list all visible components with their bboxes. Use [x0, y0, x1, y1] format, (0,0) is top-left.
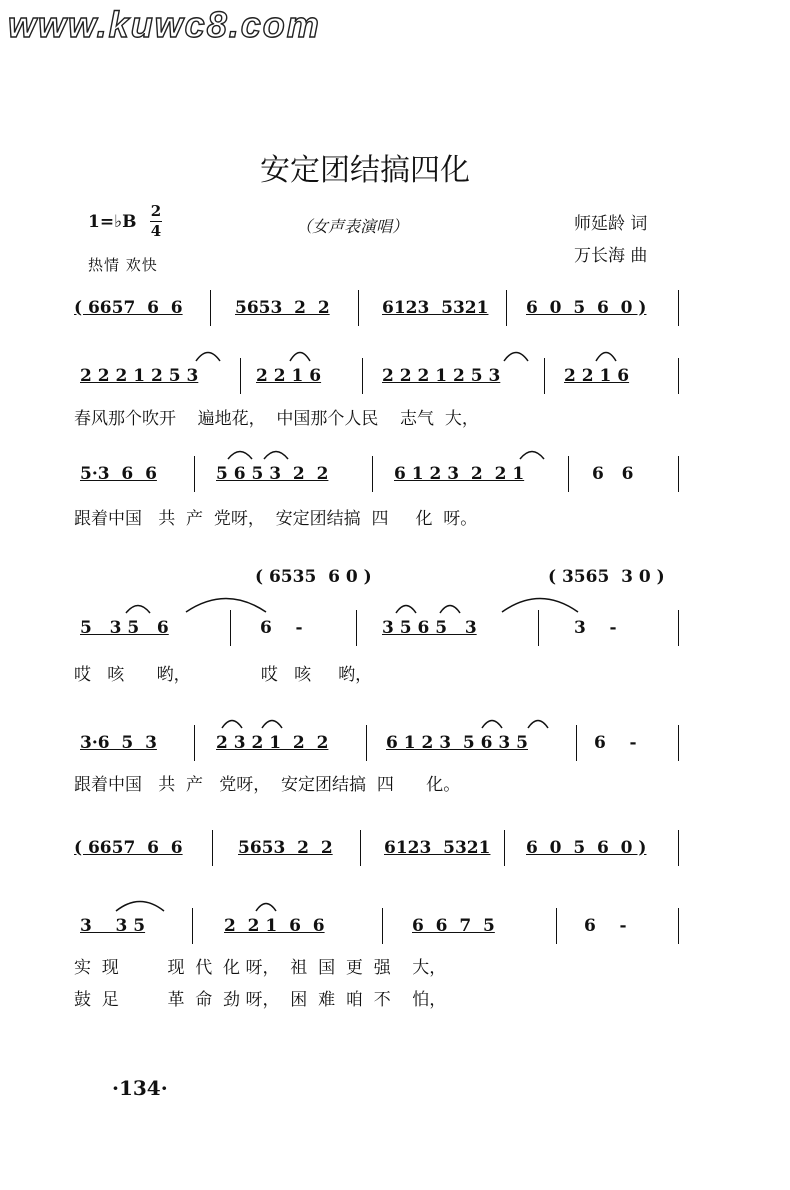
- slur: [440, 606, 460, 614]
- lyrics-line-3: 跟着中国 共 产 党呀， 安定团结搞 四 化 呀。: [74, 509, 478, 529]
- measure: 5 6 5 3 2 2: [216, 464, 329, 484]
- composer-credit: 万长海 曲: [574, 246, 648, 266]
- lyrics-line-7a: 实 现 现 代 化 呀， 祖 国 更 强 大，: [74, 958, 447, 978]
- measure: 2 2 1 6: [256, 366, 322, 386]
- measure: 2 3 2 1 2 2: [216, 733, 329, 753]
- slur: [482, 721, 502, 729]
- slur: [126, 606, 150, 614]
- measure: 3 -: [574, 618, 617, 638]
- slur: [262, 721, 282, 729]
- measure: 5 3 5 6: [80, 618, 169, 638]
- measure: 5653 2 2: [238, 838, 333, 858]
- slur: [396, 606, 416, 614]
- measure: 6 0 5 6 0 ): [526, 298, 647, 318]
- watermark: www.kuwc8.com: [8, 4, 321, 45]
- measure: 6 6 7 5: [412, 916, 495, 936]
- measure: 6123 5321: [384, 838, 491, 858]
- key-signature: 1=♭B: [88, 212, 137, 232]
- slur: [504, 353, 528, 362]
- measure: 2 2 1 6: [564, 366, 630, 386]
- slur: [502, 599, 578, 613]
- slur: [196, 353, 220, 362]
- lyrics-line-7b: 鼓 足 革 命 劲 呀， 困 难 咱 不 怕，: [74, 990, 447, 1010]
- measure: ( 6657 6 6: [74, 298, 183, 318]
- measure: 3·6 5 3: [80, 733, 157, 753]
- measure: 5·3 6 6: [80, 464, 157, 484]
- measure: 5653 2 2: [235, 298, 330, 318]
- slur: [290, 353, 310, 362]
- slur: [596, 353, 616, 362]
- measure: 3 5 6 5 3: [382, 618, 477, 638]
- slur: [520, 452, 544, 460]
- measure: 6 1 2 3 2 2 1: [394, 464, 525, 484]
- song-title: 安定团结搞四化: [260, 153, 470, 188]
- measure: 6 -: [584, 916, 627, 936]
- lyrics-line-2: 春风那个吹开 遍地花， 中国那个人民 志气 大，: [74, 409, 479, 429]
- measure: 6123 5321: [382, 298, 489, 318]
- slur: [116, 902, 164, 912]
- lyrics-line-5: 跟着中国 共 产 党呀， 安定团结搞 四 化。: [74, 775, 461, 795]
- slur: [256, 904, 276, 912]
- slur: [528, 721, 548, 729]
- slur: [186, 599, 266, 613]
- time-top: 2: [150, 202, 162, 220]
- lyricist-credit: 师延龄 词: [574, 214, 648, 234]
- measure: 2 2 2 1 2 5 3: [80, 366, 199, 386]
- tempo-marking: 热情 欢快: [88, 256, 158, 274]
- slur: [222, 721, 242, 729]
- performance-note: （女声表演唱）: [296, 217, 409, 236]
- measure: 3 3 5: [80, 916, 146, 936]
- measure: 6 -: [260, 618, 303, 638]
- measure: 6 -: [594, 733, 637, 753]
- time-bottom: 4: [150, 222, 162, 240]
- page-number: ·134·: [112, 1076, 168, 1100]
- measure: 6 1 2 3 5 6 3 5: [386, 733, 528, 753]
- measure: 2 2 1 6 6: [224, 916, 325, 936]
- measure: 6 6: [592, 464, 634, 484]
- lyrics-line-4: 哎 咳 哟， 哎 咳 哟，: [74, 665, 373, 685]
- interlude-b: ( 3565 3 0 ): [548, 567, 665, 587]
- interlude-a: ( 6535 6 0 ): [255, 567, 372, 587]
- measure: 2 2 2 1 2 5 3: [382, 366, 501, 386]
- slur: [264, 452, 288, 460]
- measure: ( 6657 6 6: [74, 838, 183, 858]
- slur: [228, 452, 252, 460]
- measure: 6 0 5 6 0 ): [526, 838, 647, 858]
